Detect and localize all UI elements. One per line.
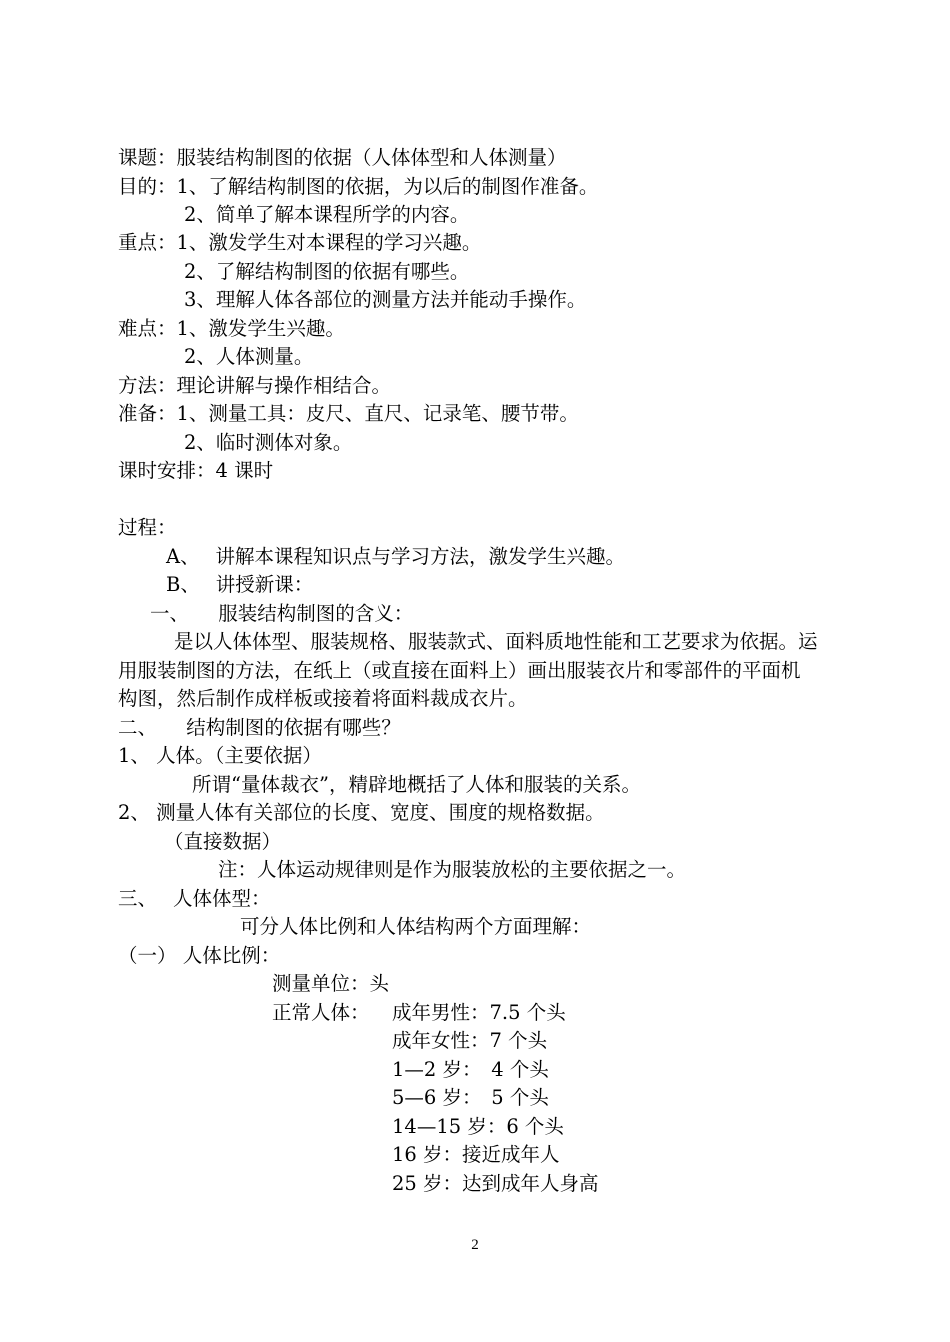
movement-note: 注：人体运动规律则是作为服装放松的主要依据之一。 <box>218 858 687 881</box>
proportion-age-25: 25 岁：达到成年人身高 <box>392 1172 599 1195</box>
preparation-2: 2、临时测体对象。 <box>184 431 353 454</box>
schedule-line: 课时安排：4 课时 <box>118 459 274 482</box>
measure-unit: 测量单位：头 <box>272 972 390 995</box>
subsection-1-heading: （一） 人体比例： <box>118 944 281 967</box>
section-2-heading: 二、 结构制图的依据有哪些？ <box>118 716 401 739</box>
proportion-age-1-2: 1—2 岁： 4 个头 <box>392 1058 549 1081</box>
process-heading: 过程： <box>118 516 177 539</box>
lesson-title: 课题：服装结构制图的依据（人体体型和人体测量） <box>118 146 567 169</box>
process-step-a: A、 讲解本课程知识点与学习方法，激发学生兴趣。 <box>166 545 626 568</box>
objective-2: 2、简单了解本课程所学的内容。 <box>184 203 470 226</box>
basis-item-2-note: （直接数据） <box>164 830 282 853</box>
proportion-adult-male: 成年男性：7.5 个头 <box>392 1001 566 1024</box>
objective-1: 目的：1、了解结构制图的依据，为以后的制图作准备。 <box>118 175 599 198</box>
proportion-age-5-6: 5—6 岁： 5 个头 <box>392 1086 549 1109</box>
basis-item-2: 2、 测量人体有关部位的长度、宽度、围度的规格数据。 <box>118 801 605 824</box>
normal-body-label: 正常人体： <box>272 1001 370 1024</box>
method-line: 方法：理论讲解与操作相结合。 <box>118 374 392 397</box>
difficulty-2: 2、人体测量。 <box>184 345 314 368</box>
section-3-intro: 可分人体比例和人体结构两个方面理解： <box>240 915 592 938</box>
difficulty-1: 难点：1、激发学生兴趣。 <box>118 317 345 340</box>
keypoint-1: 重点：1、激发学生对本课程的学习兴趣。 <box>118 231 482 254</box>
definition-line-2: 用服装制图的方法，在纸上（或直接在面料上）画出服装衣片和零部件的平面机 <box>118 659 801 682</box>
basis-item-1: 1、 人体。（主要依据） <box>118 744 322 767</box>
keypoint-2: 2、了解结构制图的依据有哪些。 <box>184 260 470 283</box>
proportion-adult-female: 成年女性：7 个头 <box>392 1029 548 1052</box>
definition-line-3: 构图，然后制作成样板或接着将面料裁成衣片。 <box>118 687 528 710</box>
section-3-heading: 三、 人体体型： <box>118 887 271 910</box>
keypoint-3: 3、理解人体各部位的测量方法并能动手操作。 <box>184 288 587 311</box>
preparation-1: 准备：1、测量工具：皮尺、直尺、记录笔、腰节带。 <box>118 402 579 425</box>
proportion-age-16: 16 岁：接近成年人 <box>392 1143 560 1166</box>
definition-line-1: 是以人体体型、服装规格、服装款式、面料质地性能和工艺要求为依据。运 <box>174 630 818 653</box>
section-1-heading: 一、 服装结构制图的含义： <box>150 602 414 625</box>
process-step-b: B、 讲授新课： <box>166 573 314 596</box>
page-number: 2 <box>471 1237 479 1253</box>
basis-item-1-note: 所谓“量体裁衣”，精辟地概括了人体和服装的关系。 <box>192 773 641 796</box>
proportion-age-14-15: 14—15 岁：6 个头 <box>392 1115 564 1138</box>
